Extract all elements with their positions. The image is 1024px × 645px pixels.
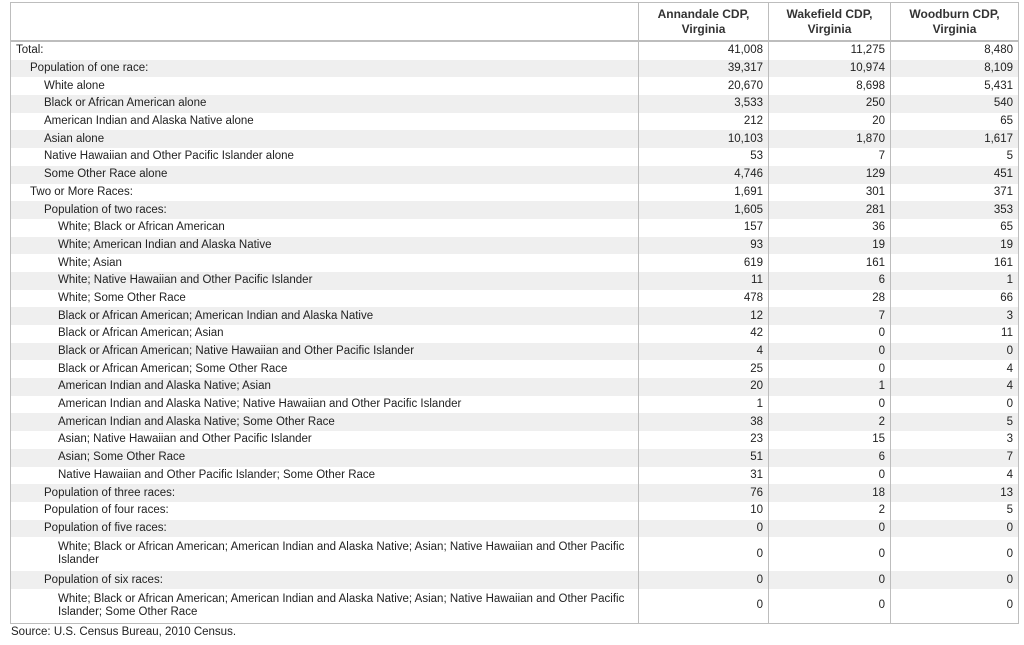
table-row <box>11 520 1019 538</box>
value-annandale: 4,746 <box>639 166 769 184</box>
table-row <box>11 307 1019 325</box>
value-woodburn: 451 <box>891 166 1019 184</box>
row-label: Population of six races: <box>11 571 639 589</box>
value-woodburn: 0 <box>891 343 1019 361</box>
value-annandale: 41,008 <box>639 41 769 60</box>
value-annandale: 12 <box>639 307 769 325</box>
row-label: White; American Indian and Alaska Native <box>11 237 639 255</box>
header-wakefield <box>769 3 891 42</box>
value-annandale: 157 <box>639 219 769 237</box>
value-wakefield: 250 <box>769 95 891 113</box>
table-row <box>11 325 1019 343</box>
value-woodburn: 1 <box>891 272 1019 290</box>
header-woodburn <box>891 3 1019 42</box>
row-label: White; Asian <box>11 254 639 272</box>
header-annandale <box>639 3 769 42</box>
value-annandale: 0 <box>639 537 769 571</box>
row-label: Total: <box>11 41 639 60</box>
value-woodburn: 66 <box>891 290 1019 308</box>
row-label: Population of one race: <box>11 60 639 78</box>
value-wakefield: 11,275 <box>769 41 891 60</box>
table-row <box>11 219 1019 237</box>
value-woodburn: 65 <box>891 113 1019 131</box>
row-label: White; Black or African American; American Indian and Alaska Native; Asian; Native Hawaiian and Other Pacific Islander <box>11 537 639 571</box>
table-row <box>11 41 1019 60</box>
value-annandale: 0 <box>639 589 769 624</box>
table-row <box>11 413 1019 431</box>
value-annandale: 76 <box>639 484 769 502</box>
value-woodburn: 0 <box>891 396 1019 414</box>
table-row <box>11 589 1019 624</box>
value-annandale: 20 <box>639 378 769 396</box>
value-wakefield: 7 <box>769 307 891 325</box>
value-annandale: 39,317 <box>639 60 769 78</box>
value-woodburn: 353 <box>891 201 1019 219</box>
table-row <box>11 396 1019 414</box>
value-woodburn: 13 <box>891 484 1019 502</box>
value-annandale: 4 <box>639 343 769 361</box>
value-wakefield: 0 <box>769 396 891 414</box>
value-woodburn: 3 <box>891 431 1019 449</box>
value-annandale: 42 <box>639 325 769 343</box>
row-label: Black or African American; Asian <box>11 325 639 343</box>
value-woodburn: 65 <box>891 219 1019 237</box>
value-woodburn: 8,109 <box>891 60 1019 78</box>
value-wakefield: 6 <box>769 272 891 290</box>
row-label: American Indian and Alaska Native; Native Hawaiian and Other Pacific Islander <box>11 396 639 414</box>
value-wakefield: 0 <box>769 467 891 485</box>
row-label: Black or African American alone <box>11 95 639 113</box>
source-note: Source: U.S. Census Bureau, 2010 Census. <box>11 626 237 638</box>
value-annandale: 0 <box>639 520 769 538</box>
value-wakefield: 281 <box>769 201 891 219</box>
value-annandale: 1 <box>639 396 769 414</box>
value-woodburn: 5 <box>891 502 1019 520</box>
table-row <box>11 60 1019 78</box>
row-label: American Indian and Alaska Native; Some Other Race <box>11 413 639 431</box>
row-label: Asian; Some Other Race <box>11 449 639 467</box>
row-label: White; Black or African American; American Indian and Alaska Native; Asian; Native Hawaiian and Other Pacific Islander; Some Other Race <box>11 589 639 624</box>
table-row <box>11 484 1019 502</box>
value-woodburn: 0 <box>891 520 1019 538</box>
value-wakefield: 2 <box>769 502 891 520</box>
header-annandale-label: Annandale CDP, Virginia <box>657 7 750 36</box>
value-woodburn: 4 <box>891 378 1019 396</box>
value-wakefield: 18 <box>769 484 891 502</box>
value-woodburn: 1,617 <box>891 130 1019 148</box>
value-wakefield: 20 <box>769 113 891 131</box>
value-annandale: 1,605 <box>639 201 769 219</box>
value-wakefield: 1 <box>769 378 891 396</box>
census-table-container <box>10 2 1018 624</box>
value-wakefield: 161 <box>769 254 891 272</box>
row-label: Population of four races: <box>11 502 639 520</box>
header-woodburn-label: Woodburn CDP, Virginia <box>909 7 1000 36</box>
row-label: White; Native Hawaiian and Other Pacific Islander <box>11 272 639 290</box>
value-woodburn: 8,480 <box>891 41 1019 60</box>
value-wakefield: 0 <box>769 520 891 538</box>
value-woodburn: 3 <box>891 307 1019 325</box>
row-label: White alone <box>11 77 639 95</box>
table-header <box>11 3 1019 42</box>
value-annandale: 93 <box>639 237 769 255</box>
value-wakefield: 10,974 <box>769 60 891 78</box>
table-body <box>11 41 1019 623</box>
value-wakefield: 28 <box>769 290 891 308</box>
row-label: Population of three races: <box>11 484 639 502</box>
value-annandale: 11 <box>639 272 769 290</box>
value-woodburn: 5 <box>891 148 1019 166</box>
value-annandale: 10,103 <box>639 130 769 148</box>
table-row <box>11 290 1019 308</box>
value-annandale: 619 <box>639 254 769 272</box>
table-row <box>11 571 1019 589</box>
value-woodburn: 7 <box>891 449 1019 467</box>
table-row <box>11 95 1019 113</box>
census-race-table <box>10 2 1019 624</box>
value-wakefield: 301 <box>769 184 891 202</box>
value-annandale: 3,533 <box>639 95 769 113</box>
value-woodburn: 19 <box>891 237 1019 255</box>
table-row <box>11 502 1019 520</box>
value-wakefield: 8,698 <box>769 77 891 95</box>
table-row <box>11 537 1019 571</box>
table-row <box>11 113 1019 131</box>
value-wakefield: 36 <box>769 219 891 237</box>
value-woodburn: 4 <box>891 360 1019 378</box>
row-label: Black or African American; Native Hawaiian and Other Pacific Islander <box>11 343 639 361</box>
value-annandale: 38 <box>639 413 769 431</box>
table-row <box>11 201 1019 219</box>
header-blank-cell <box>11 3 639 42</box>
table-row <box>11 254 1019 272</box>
value-woodburn: 11 <box>891 325 1019 343</box>
table-row <box>11 166 1019 184</box>
table-row <box>11 272 1019 290</box>
row-label: Black or African American; Some Other Race <box>11 360 639 378</box>
row-label: American Indian and Alaska Native alone <box>11 113 639 131</box>
table-row <box>11 467 1019 485</box>
value-woodburn: 540 <box>891 95 1019 113</box>
table-row <box>11 184 1019 202</box>
value-wakefield: 7 <box>769 148 891 166</box>
table-row <box>11 360 1019 378</box>
row-label: Two or More Races: <box>11 184 639 202</box>
row-label: Population of two races: <box>11 201 639 219</box>
value-annandale: 20,670 <box>639 77 769 95</box>
value-wakefield: 0 <box>769 343 891 361</box>
value-woodburn: 5 <box>891 413 1019 431</box>
table-row <box>11 449 1019 467</box>
table-row <box>11 237 1019 255</box>
header-row <box>11 3 1019 42</box>
value-annandale: 0 <box>639 571 769 589</box>
value-wakefield: 0 <box>769 325 891 343</box>
row-label: Asian; Native Hawaiian and Other Pacific Islander <box>11 431 639 449</box>
value-wakefield: 0 <box>769 571 891 589</box>
value-annandale: 23 <box>639 431 769 449</box>
value-annandale: 53 <box>639 148 769 166</box>
value-wakefield: 0 <box>769 537 891 571</box>
table-row <box>11 378 1019 396</box>
row-label: Native Hawaiian and Other Pacific Islander; Some Other Race <box>11 467 639 485</box>
row-label: Some Other Race alone <box>11 166 639 184</box>
value-wakefield: 0 <box>769 360 891 378</box>
row-label: Black or African American; American Indian and Alaska Native <box>11 307 639 325</box>
value-annandale: 31 <box>639 467 769 485</box>
value-wakefield: 1,870 <box>769 130 891 148</box>
row-label: Native Hawaiian and Other Pacific Islander alone <box>11 148 639 166</box>
row-label: White; Black or African American <box>11 219 639 237</box>
table-row <box>11 130 1019 148</box>
value-wakefield: 19 <box>769 237 891 255</box>
value-annandale: 10 <box>639 502 769 520</box>
value-wakefield: 0 <box>769 589 891 624</box>
value-woodburn: 5,431 <box>891 77 1019 95</box>
value-wakefield: 129 <box>769 166 891 184</box>
row-label: Population of five races: <box>11 520 639 538</box>
row-label: White; Some Other Race <box>11 290 639 308</box>
row-label: Asian alone <box>11 130 639 148</box>
value-woodburn: 0 <box>891 537 1019 571</box>
value-annandale: 212 <box>639 113 769 131</box>
value-wakefield: 2 <box>769 413 891 431</box>
value-woodburn: 0 <box>891 571 1019 589</box>
value-woodburn: 371 <box>891 184 1019 202</box>
value-annandale: 1,691 <box>639 184 769 202</box>
value-woodburn: 161 <box>891 254 1019 272</box>
table-row <box>11 148 1019 166</box>
table-row <box>11 77 1019 95</box>
row-label: American Indian and Alaska Native; Asian <box>11 378 639 396</box>
table-row <box>11 431 1019 449</box>
value-wakefield: 6 <box>769 449 891 467</box>
value-woodburn: 4 <box>891 467 1019 485</box>
value-woodburn: 0 <box>891 589 1019 624</box>
value-annandale: 478 <box>639 290 769 308</box>
table-row <box>11 343 1019 361</box>
value-wakefield: 15 <box>769 431 891 449</box>
value-annandale: 51 <box>639 449 769 467</box>
header-wakefield-label: Wakefield CDP, Virginia <box>786 7 873 36</box>
value-annandale: 25 <box>639 360 769 378</box>
